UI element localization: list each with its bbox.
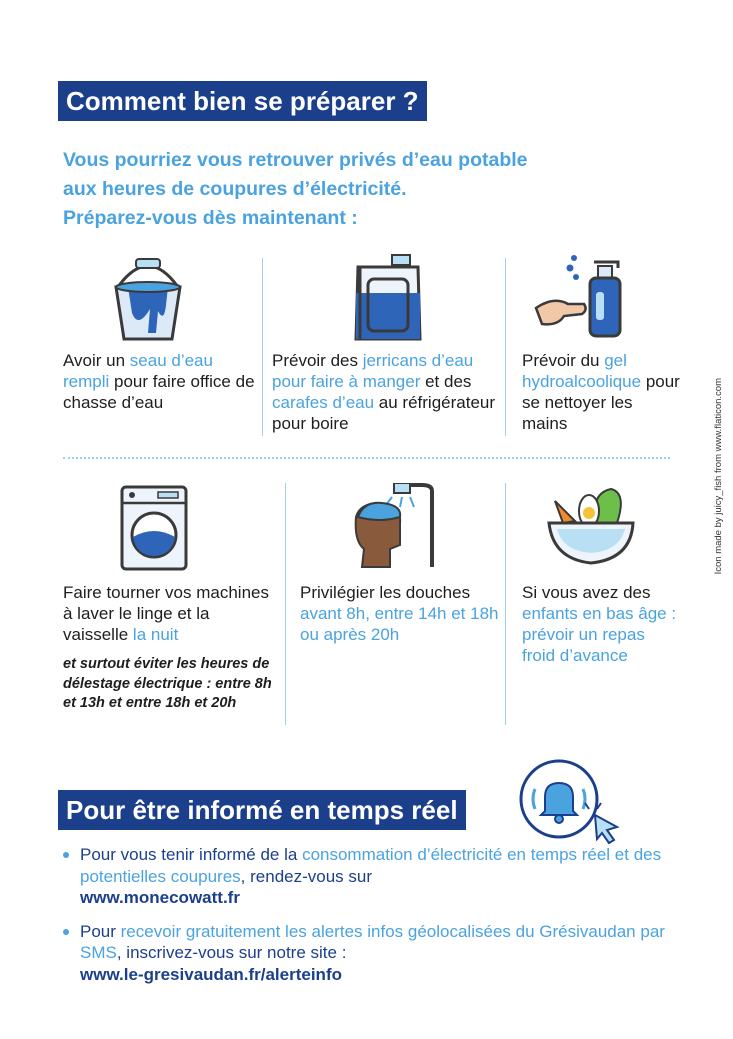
bullet-dot: [63, 852, 69, 858]
intro-line-1: Vous pourriez vous retrouver privés d’eau potable: [63, 149, 528, 171]
divider-vertical: [505, 258, 506, 436]
link-monecowatt[interactable]: www.monecowatt.fr: [80, 888, 240, 907]
jerrycan-icon: [352, 253, 426, 343]
divider-vertical: [285, 483, 286, 725]
divider-vertical: [262, 258, 263, 436]
section-title-informed: Pour être informé en temps réel: [58, 790, 466, 830]
section-title-prepare: Comment bien se préparer ?: [58, 81, 427, 121]
divider-dotted: [63, 457, 670, 459]
tip-bucket-text: Avoir un seau d’eau rempli pour faire office de chasse d’eau: [63, 351, 255, 412]
icon-credit: Icon made by juicy_fish from www.flaticon.com: [713, 378, 724, 575]
food-bowl-icon: [545, 483, 637, 569]
washing-machine-icon: [118, 485, 190, 571]
bucket-icon: [108, 253, 188, 343]
list-item: Pour vous tenir informé de la consommation d’électricité en temps réel et des potentielles coupures, rendez-vous sur www.monecowatt.fr: [63, 844, 683, 909]
tip-washing-note: et surtout éviter les heures de délestage électrique : entre 8h et 13h et entre 18h et 20h: [63, 656, 272, 711]
tip-food-text: Si vous avez des enfants en bas âge : prévoir un repas froid d’avance: [522, 583, 677, 665]
tip-jerrycan-text: Prévoir des jerricans d’eau pour faire à manger et des carafes d’eau au réfrigérateur pour boire: [272, 351, 496, 433]
intro-line-3: Préparez-vous dès maintenant :: [63, 207, 358, 229]
bell-alert-icon: [517, 757, 623, 854]
tip-sanitizer-text: Prévoir du gel hydroalcoolique pour se nettoyer les mains: [522, 351, 680, 433]
tip-shower-text: Privilégier les douches avant 8h, entre 14h et 18h ou après 20h: [300, 583, 499, 644]
bullet-dot: [63, 929, 69, 935]
list-item: Pour recevoir gratuitement les alertes infos géolocalisées du Grésivaudan par SMS, inscrivez-vous sur notre site : www.le-gresivaudan.fr/alerteinfo: [63, 921, 683, 986]
divider-vertical: [505, 483, 506, 725]
info-bullet-list: [63, 844, 683, 997]
hand-sanitizer-icon: [534, 252, 626, 342]
shower-icon: [350, 483, 440, 569]
intro-text: [63, 146, 623, 233]
intro-line-2: aux heures de coupures d’électricité.: [63, 178, 407, 200]
tip-washing-text: Faire tourner vos machines à laver le linge et la vaisselle la nuit: [63, 583, 269, 644]
link-alerteinfo[interactable]: www.le-gresivaudan.fr/alerteinfo: [80, 964, 342, 984]
